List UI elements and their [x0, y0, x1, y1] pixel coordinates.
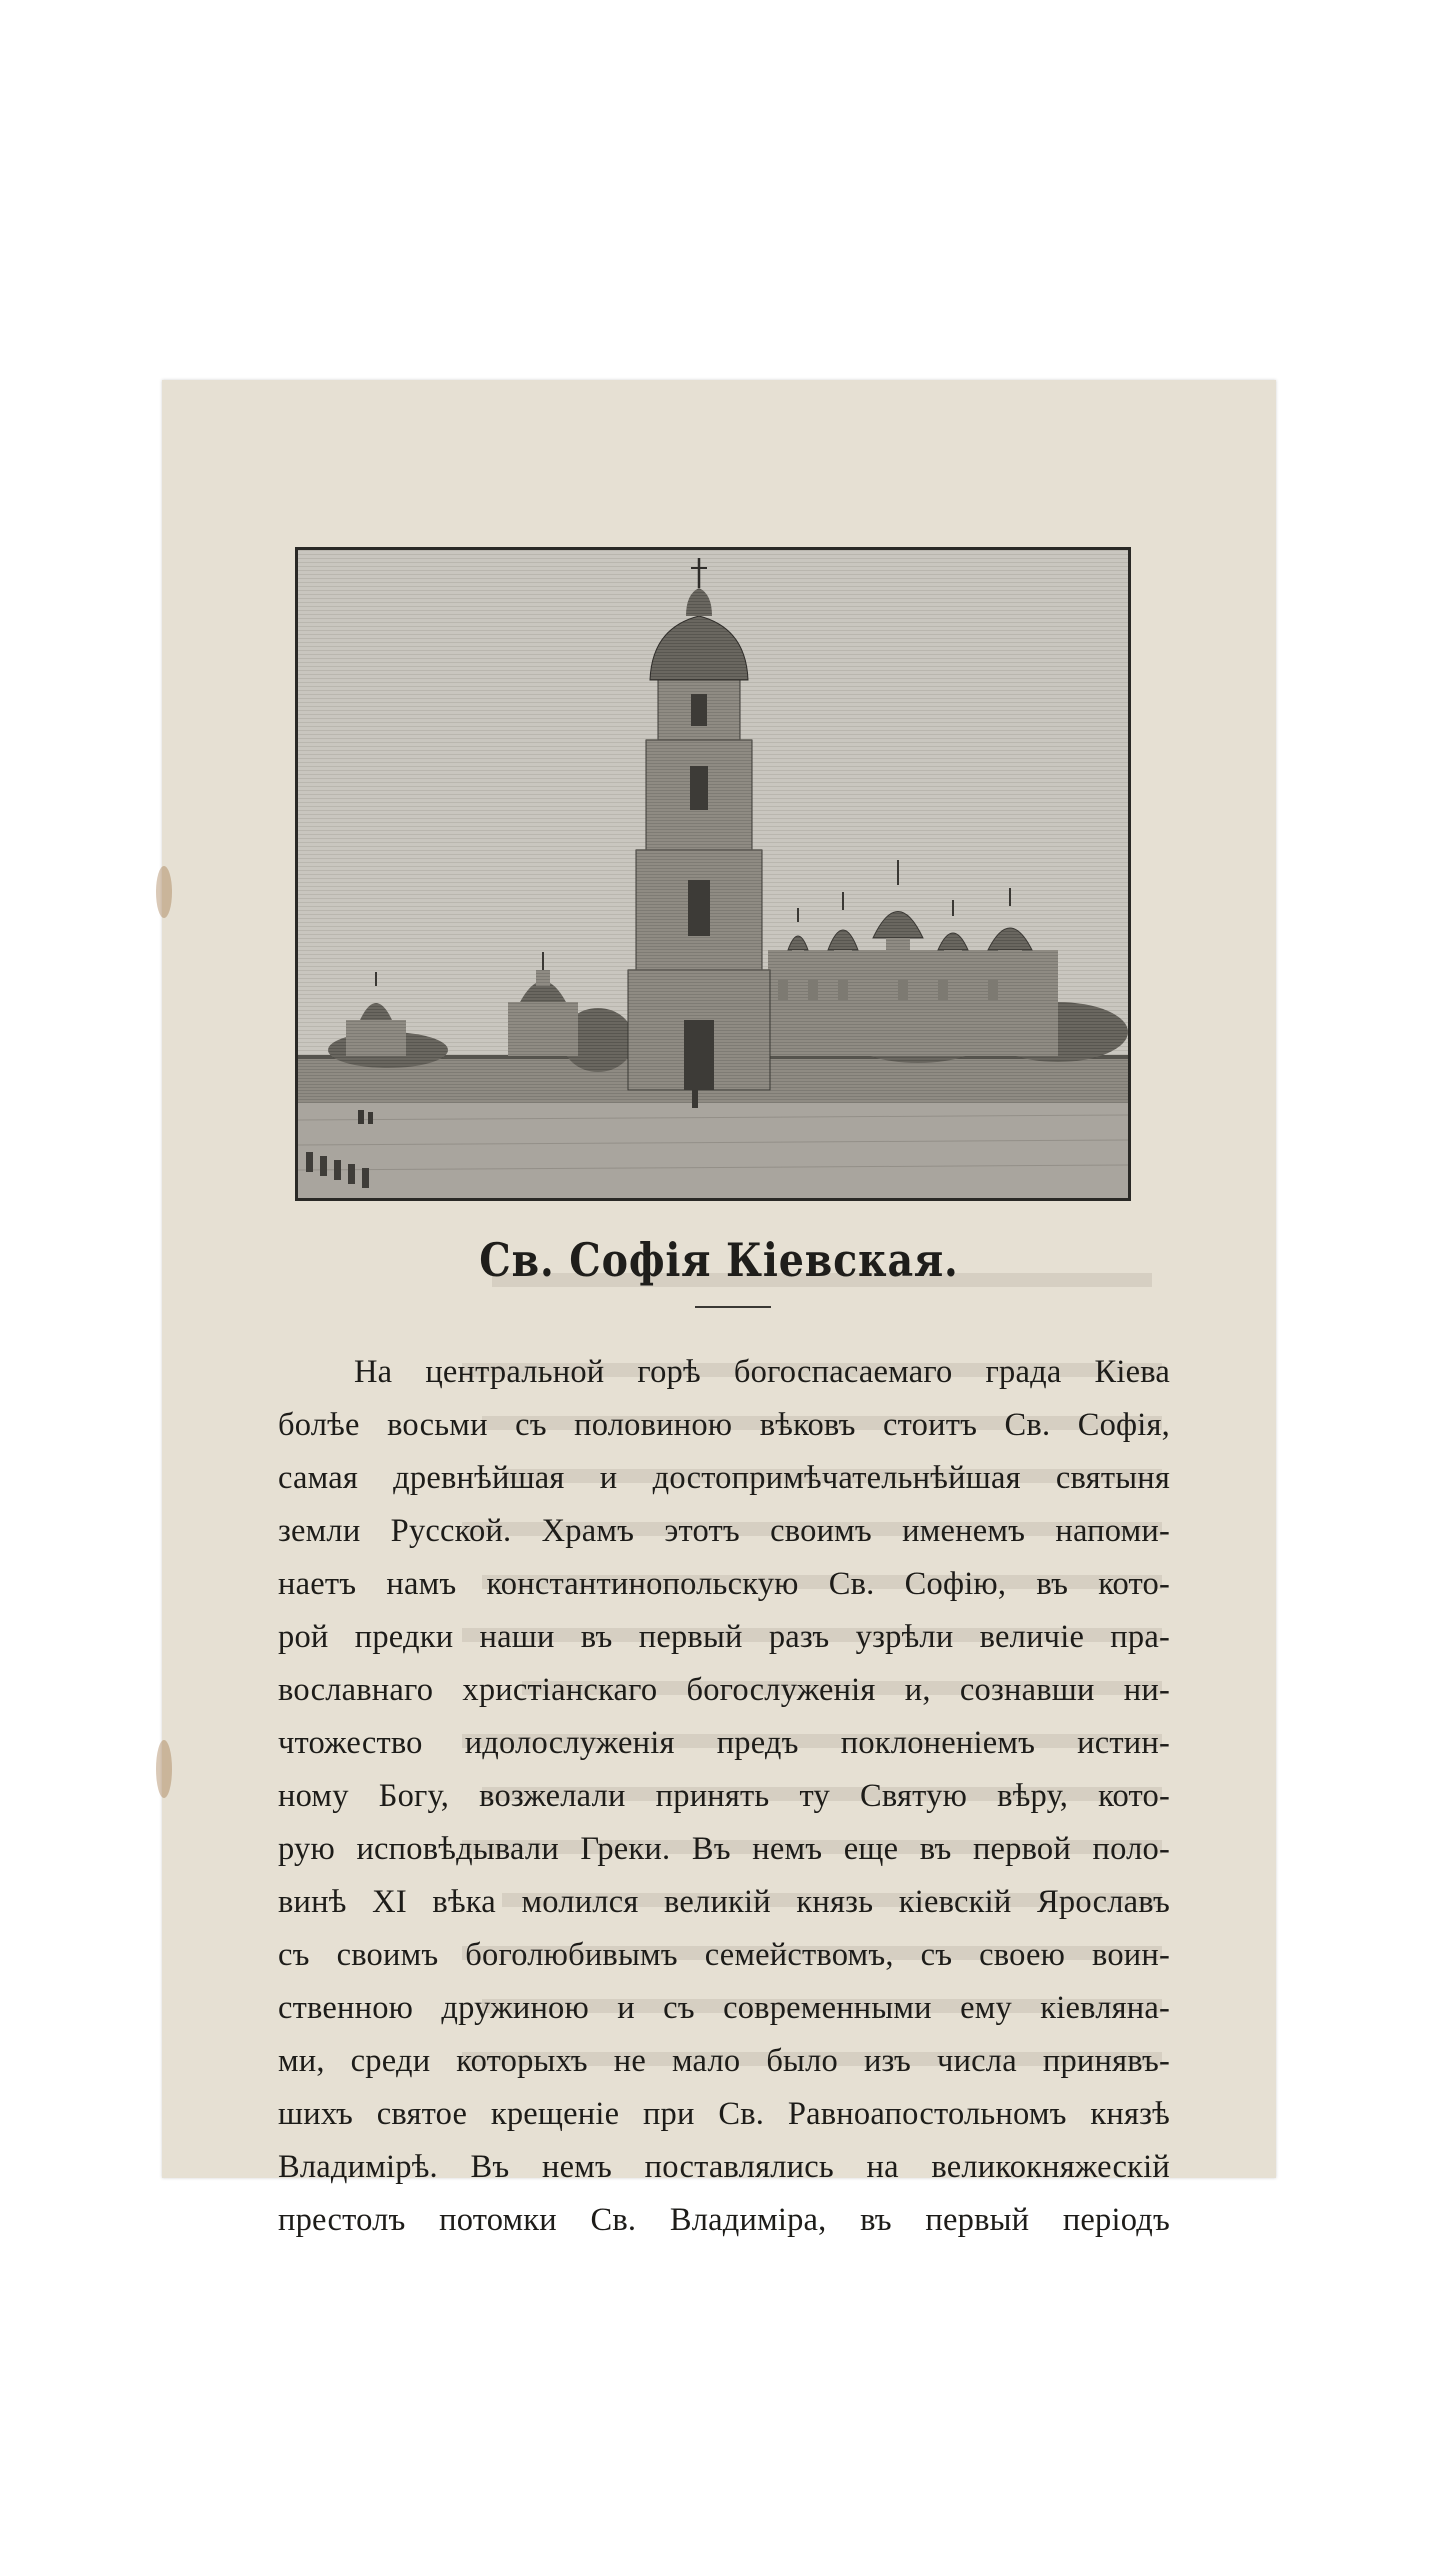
text-line: болѣе восьми съ половиною вѣковъ стоитъ Св. Софія,: [278, 1407, 1170, 1443]
text-line: Владимірѣ. Въ немъ поставлялись на великокняжескій: [278, 2149, 1170, 2185]
book-page: [162, 380, 1276, 2238]
text-line: ному Богу, возжелали принять ту Святую вѣру, кото-: [278, 1778, 1170, 1814]
text-line: наетъ намъ константинопольскую Св. Софію, въ кото-: [278, 1566, 1170, 1602]
text-line: престолъ потомки Св. Владиміра, въ первый періодъ: [278, 2202, 1170, 2238]
title-divider: [695, 1306, 771, 1308]
text-line: земли Русской. Храмъ этотъ своимъ именемъ напоми-: [278, 1513, 1170, 1549]
cathedral-illustration: [295, 547, 1131, 1201]
text-line: рой предки наши въ первый разъ узрѣли величіе пра-: [278, 1619, 1170, 1655]
stain-mark: [156, 866, 172, 918]
text-line: шихъ святое крещеніе при Св. Равноапостольномъ князѣ: [278, 2096, 1170, 2132]
cathedral-engraving: [298, 550, 1128, 1198]
text-line: рую исповѣдывали Греки. Въ немъ еще въ первой поло-: [278, 1831, 1170, 1867]
text-line: винѣ XI вѣка молился великій князь кіевскій Ярославъ: [278, 1884, 1170, 1920]
text-line: чтожество идолослуженія предъ поклоненіемъ истин-: [278, 1725, 1170, 1761]
text-line: ственною дружиною и съ современными ему кіевляна-: [278, 1990, 1170, 2026]
text-line: На центральной горѣ богоспасаемаго града Кіева: [354, 1354, 1170, 1390]
stain-mark: [156, 1740, 172, 1798]
text-line: самая древнѣйшая и достопримѣчательнѣйшая святыня: [278, 1460, 1170, 1496]
body-text: [278, 1346, 1170, 2247]
page-title: Св. Софія Кіевская.: [479, 1233, 959, 1287]
text-line: съ своимъ боголюбивымъ семействомъ, съ своею воин-: [278, 1937, 1170, 1973]
text-line: вославнаго христіанскаго богослуженія и, сознавши ни-: [278, 1672, 1170, 1708]
text-line: ми, среди которыхъ не мало было изъ числа принявъ-: [278, 2043, 1170, 2079]
